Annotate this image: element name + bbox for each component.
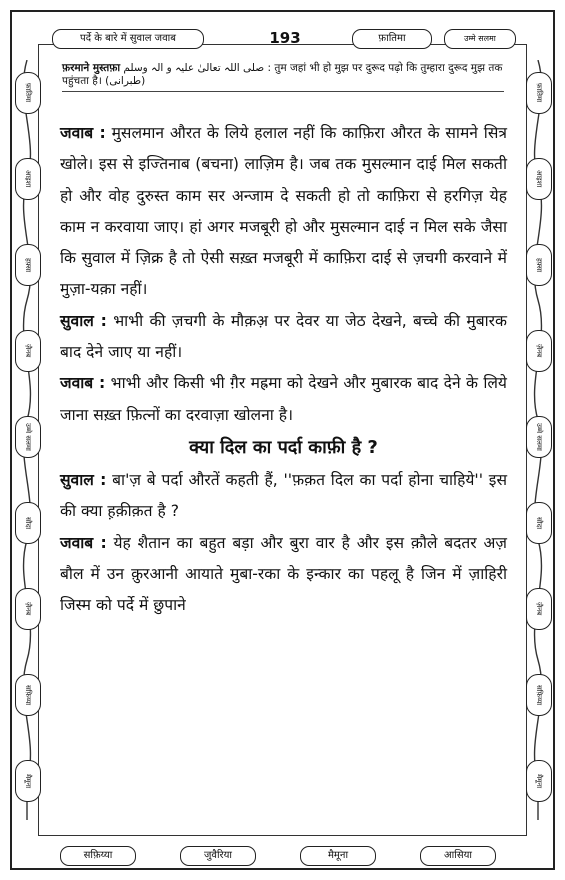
farman-text: : तुम जहां भी हो मुझ पर दुरूद पढ़ो कि तुम्हारा दुरूद मुझ तक पहुंचता है। (طبرانی) (62, 62, 503, 87)
answer-2 (60, 368, 507, 431)
footer-item: जुवैरिया (180, 846, 256, 866)
side-badge: ज़ैनब (526, 330, 552, 372)
answer-label: जवाब : (60, 124, 106, 142)
header-right-title: फ़ातिमा (352, 29, 432, 49)
footer-item: आसिया (420, 846, 496, 866)
farman-arabic: صلی اللہ تعالیٰ علیہ و الہ وسلم (123, 62, 265, 74)
farman-label: फ़रमाने मुस्तफ़ा (62, 62, 121, 74)
side-badge: सफ़िय्या (526, 674, 552, 716)
header-left-title: पर्दे के बारे में सुवाल जवाब (52, 29, 204, 49)
answer-1 (60, 118, 507, 306)
answer-label: जवाब : (60, 533, 107, 552)
side-badge: सफ़िय्या (15, 674, 41, 716)
main-content (60, 118, 507, 621)
side-badge: फ़ातिमा (526, 72, 552, 114)
side-badge: उम्मे सलमा (15, 416, 41, 458)
question-text: भाभी की ज़चगी के मौक़अ़ पर देवर या जेठ देखने, बच्चे की मुबारक बाद देने जाए या नहीं। (60, 311, 507, 362)
side-badge: ज़ैनब (526, 588, 552, 630)
answer-3 (60, 528, 507, 622)
page-number: 193 (269, 29, 301, 47)
side-badge: सौदा (15, 502, 41, 544)
question-label: सुवाल : (60, 470, 107, 489)
answer-label: जवाब : (60, 374, 106, 393)
side-badge: फ़ातिमा (15, 72, 41, 114)
side-badge: आइशा (526, 158, 552, 200)
footer-item: सफ़िय्या (60, 846, 136, 866)
question-label: सुवाल : (60, 311, 107, 330)
question-text: बा'ज़ बे पर्दा औरतें कहती हैं, ''फ़क़त दिल का पर्दा होना चाहिये'' इस की क्या ह़क़ीक़त है ? (60, 470, 507, 521)
header-corner: उम्मे सलमा (444, 29, 516, 49)
side-badge: हफ़्सा (15, 244, 41, 286)
farman-line (62, 62, 504, 92)
side-badge: ज़ैनब (15, 330, 41, 372)
side-badge: मैमूना (526, 760, 552, 802)
answer-text: येह शैतान का बहुत बड़ा और बुरा वार है और इस क़ौले बदतर अज़ बौल में उन क़ुरआनी आयाते मुबा-रका के इन्कार का पहलू है जिन में ज़ाहिरी जिस्म को पर्दे में छुपाने (60, 533, 507, 615)
side-badge: हफ़्सा (526, 244, 552, 286)
side-badge: उम्मे सलमा (526, 416, 552, 458)
answer-text: मुसलमान औरत के लिये हलाल नहीं कि काफ़िरा औरत के सामने सित्र खोले। इस से इज्तिनाब (बचना) लाज़िम है। जब तक मुसल्मान दाई मिल सकती हो और वोह दुरुस्त काम सर अन्जाम दे सकती हो तो काफ़िरा से हरगिज़ येह काम न करवाया जाए। हां अगर मजबूरी हो और मुसल्मान दाई न मिल सके जैसा कि सुवाल में ज़िक्र है तो ऐसी सख़्त मजबूरी में काफ़िरा दाई से ज़चगी करवाने में मुज़ा-यक़ा नहीं। (60, 124, 507, 299)
page-footer (60, 846, 505, 866)
side-badge: सौदा (526, 502, 552, 544)
side-badge: मैमूना (15, 760, 41, 802)
footer-item: मैमूना (300, 846, 376, 866)
section-heading: क्या दिल का पर्दा काफ़ी है ? (189, 436, 378, 458)
answer-text: भाभी और किसी भी ग़ैर मह्रमा को देखने और मुबारक बाद देने के लिये जाना सख़्त फ़ित्नों का दरवाज़ा खोलना है। (60, 374, 507, 424)
question-1 (60, 306, 507, 369)
side-badge: आइशा (15, 158, 41, 200)
question-2 (60, 465, 507, 528)
page-header (52, 26, 514, 50)
side-badge: ज़ैनब (15, 588, 41, 630)
